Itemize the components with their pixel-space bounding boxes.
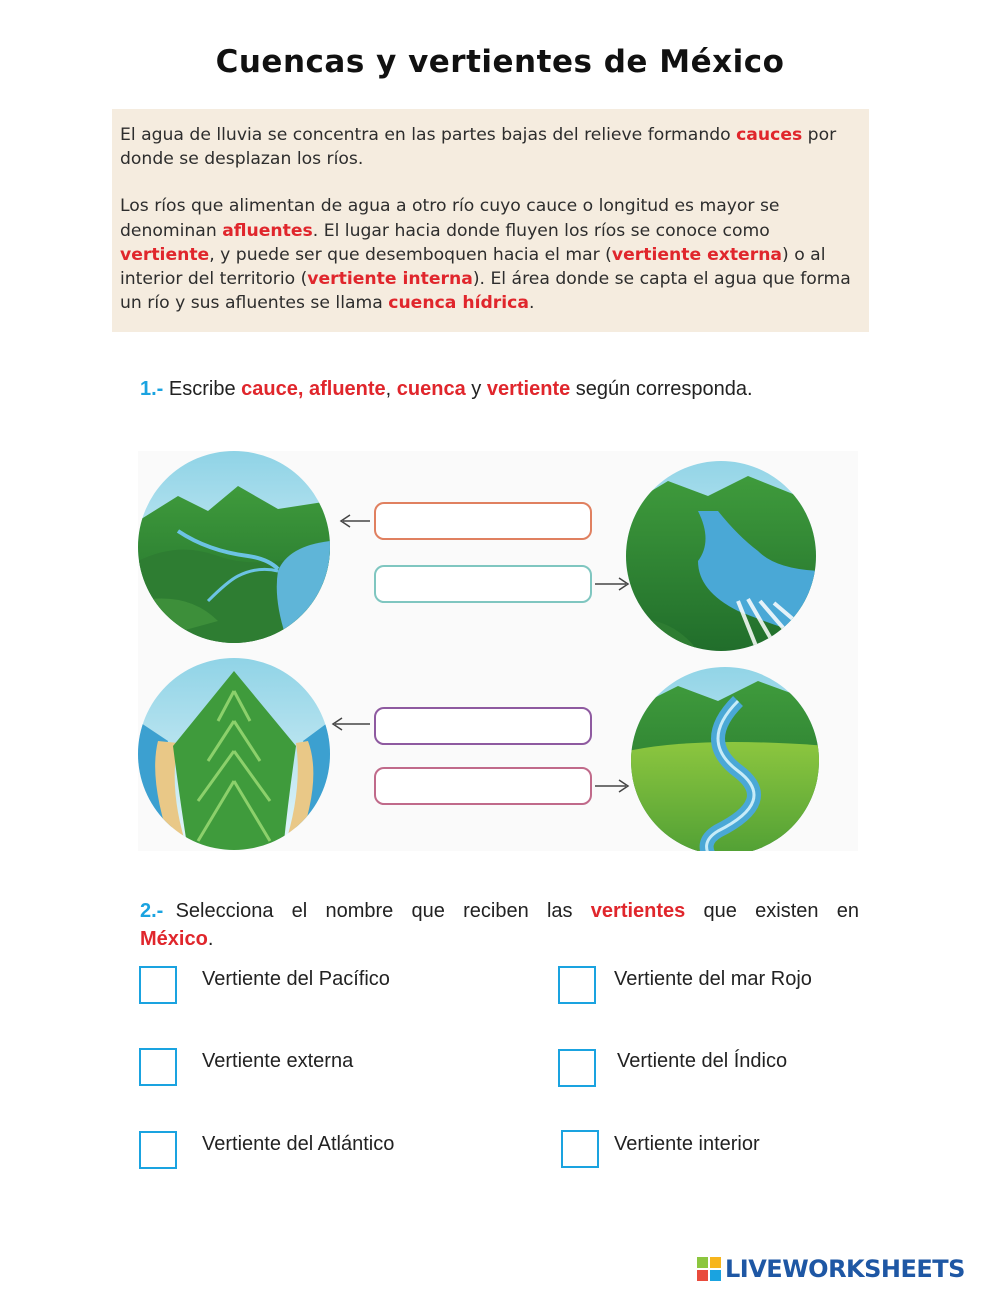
keyword-mexico: México <box>140 928 208 950</box>
keyword-cauce-afluente: cauce, afluente <box>241 378 386 400</box>
answer-box-1[interactable] <box>374 502 592 540</box>
option-checkbox-mar-rojo[interactable] <box>558 966 596 1004</box>
info-text: ) o al interior del territorio ( <box>120 244 826 290</box>
river-diagram <box>138 451 858 851</box>
option-label-indico: Vertiente del Índico <box>617 1050 788 1072</box>
river-mouth-illustration <box>618 451 828 661</box>
keyword-vertiente: vertiente <box>120 244 210 265</box>
brand-name: LIVEWORKSHEETS <box>725 1255 965 1283</box>
question-text: . <box>207 928 214 950</box>
option-checkbox-interior[interactable] <box>561 1130 599 1168</box>
keyword-vertiente-interna: vertiente interna <box>307 269 473 290</box>
answer-box-2[interactable] <box>374 565 592 603</box>
option-label-pacifico: Vertiente del Pacífico <box>202 968 390 990</box>
option-label-mar-rojo: Vertiente del mar Rojo <box>614 968 812 990</box>
question-text: Escribe <box>168 378 242 400</box>
info-text: , y puede ser que desemboquen hacia el mar ( <box>209 244 612 265</box>
keyword-vertientes: vertientes <box>590 900 686 922</box>
liveworksheets-logo-icon <box>697 1257 721 1281</box>
question-text: según corresponda. <box>570 378 753 400</box>
page-title: Cuencas y vertientes de México <box>215 44 785 80</box>
info-text: . El lugar hacia donde fluyen los ríos se conoce como <box>312 220 770 241</box>
option-label-externa: Vertiente externa <box>202 1050 354 1072</box>
liveworksheets-brand <box>697 1254 965 1284</box>
info-text: El agua de lluvia se concentra en las partes bajas del relieve formando <box>120 125 737 145</box>
option-checkbox-indico[interactable] <box>558 1049 596 1087</box>
keyword-cuenca-hidrica: cuenca hídrica <box>388 293 529 314</box>
info-box <box>112 109 869 332</box>
info-paragraph-2 <box>120 194 861 315</box>
keyword-vertiente-externa: vertiente externa <box>611 244 783 265</box>
keyword-afluentes: afluentes <box>222 220 313 241</box>
option-label-interior: Vertiente interior <box>614 1133 760 1155</box>
question-2 <box>140 897 859 953</box>
question-number: 1.- <box>140 378 164 400</box>
answer-box-4[interactable] <box>374 767 592 805</box>
meandering-river-illustration <box>628 661 828 851</box>
question-text: , <box>385 378 397 400</box>
info-text: por donde se desplazan los ríos. <box>120 125 837 170</box>
coastal-mountains-illustration <box>138 656 330 851</box>
question-text: que existen en <box>685 900 860 922</box>
tributary-river-illustration <box>138 451 330 643</box>
question-number: 2.- <box>140 900 164 922</box>
keyword-vertiente: vertiente <box>486 378 571 400</box>
question-1 <box>140 378 753 401</box>
question-text: Selecciona el nombre que reciben las <box>175 900 591 922</box>
option-checkbox-externa[interactable] <box>139 1048 177 1086</box>
info-paragraph-1 <box>120 123 861 171</box>
info-text: . <box>528 293 535 314</box>
info-text: ). El área donde se capta el agua que forma un río y sus afluentes se llama <box>120 269 851 314</box>
option-checkbox-pacifico[interactable] <box>139 966 177 1004</box>
option-label-atlantico: Vertiente del Atlántico <box>202 1133 395 1155</box>
answer-box-3[interactable] <box>374 707 592 745</box>
keyword-cuenca: cuenca <box>396 378 466 400</box>
option-checkbox-atlantico[interactable] <box>139 1131 177 1169</box>
keyword-cauces: cauces <box>736 125 803 145</box>
info-text: Los ríos que alimentan de agua a otro río cuyo cauce o longitud es mayor se denominan <box>120 196 780 241</box>
question-text: y <box>465 378 487 400</box>
diagram-arrows <box>333 515 628 792</box>
